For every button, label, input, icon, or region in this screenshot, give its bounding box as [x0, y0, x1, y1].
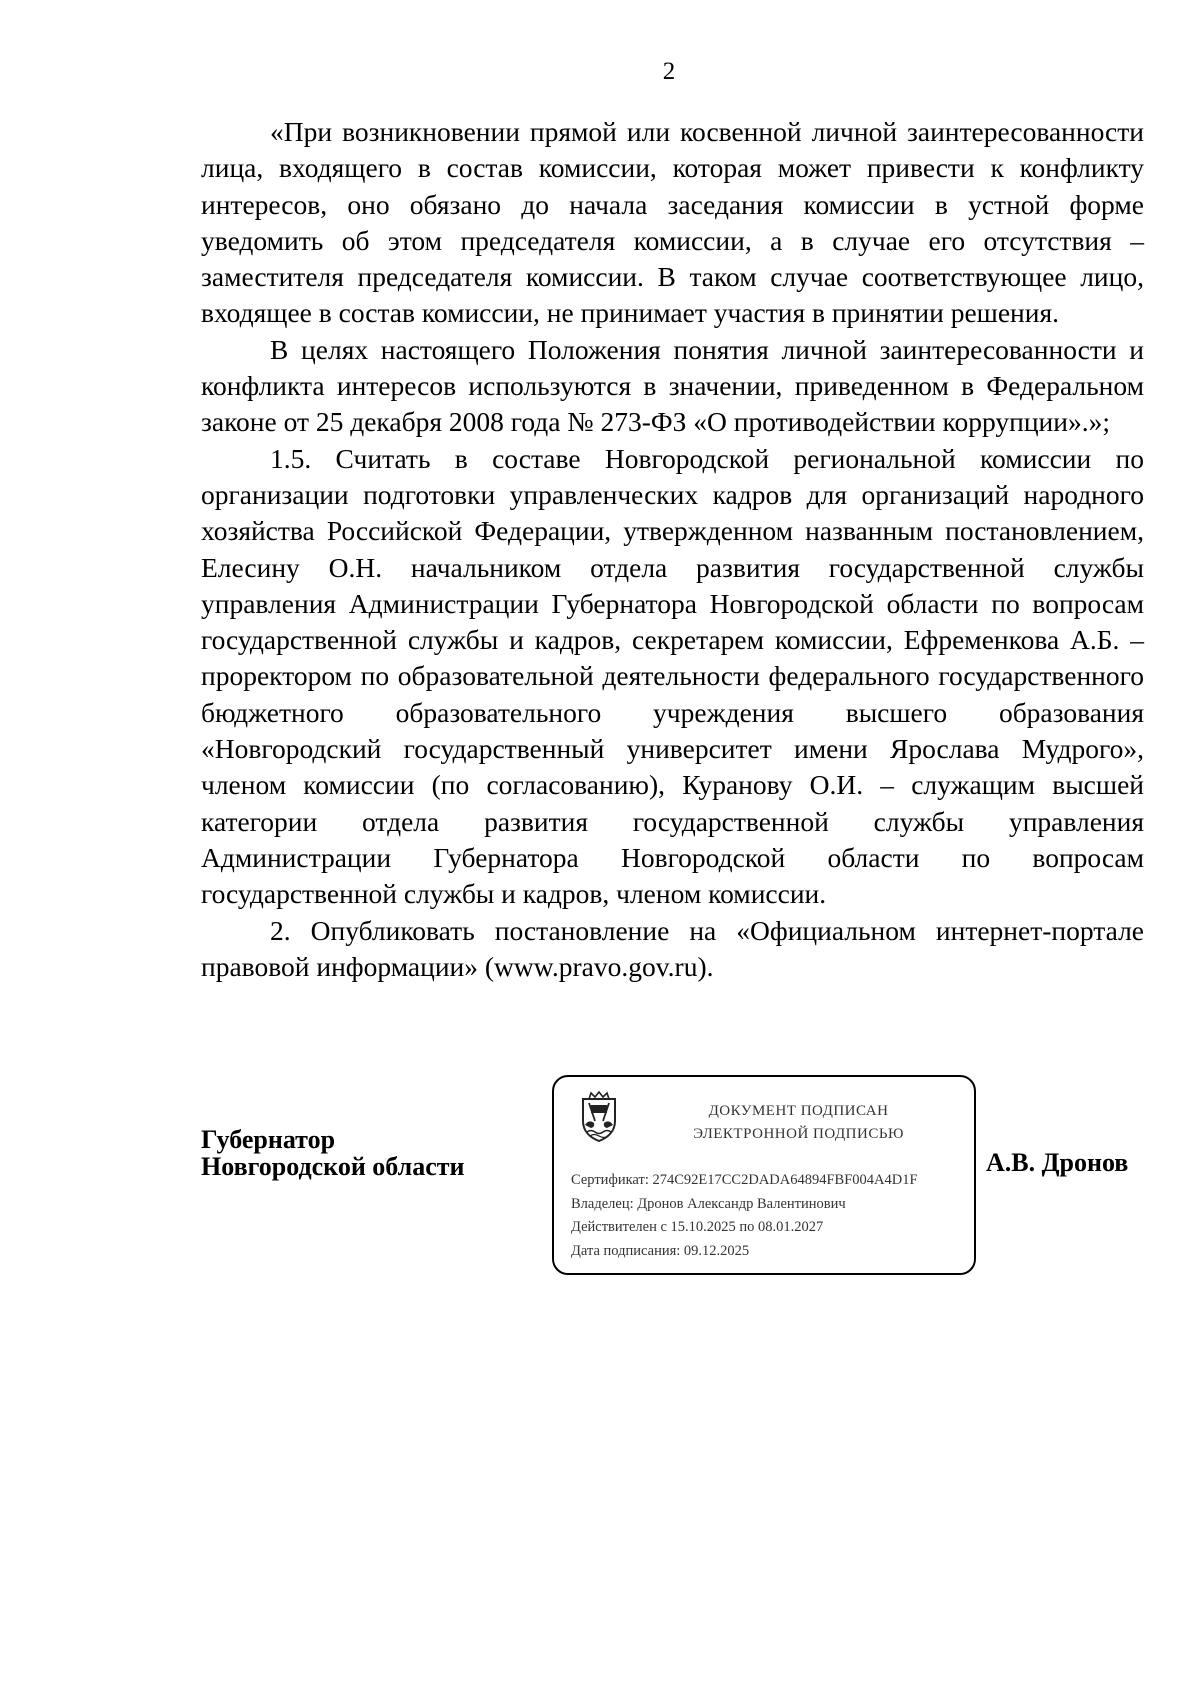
stamp-header-line1: ДОКУМЕНТ ПОДПИСАН: [708, 1103, 889, 1119]
paragraph-definitions: В целях настоящего Положения понятия личной заинтересованности и конфликта интересов используются в значении, приведенном в Федеральном законе от 25 декабря 2008 года № 273-ФЗ «О противодействии коррупции».»;: [201, 333, 1144, 438]
coat-of-arms-icon: [577, 1091, 621, 1143]
signatory-title: [201, 1126, 465, 1180]
stamp-certificate: Сертификат: 274C92E17CC2DADA64894FBF004A4D1F: [571, 1172, 918, 1188]
stamp-header-line2: ЭЛЕКТРОННОЙ ПОДПИСЬЮ: [693, 1126, 904, 1142]
page-number: 2: [662, 58, 676, 85]
stamp-validity: Действителен с 15.10.2025 по 08.01.2027: [571, 1219, 824, 1235]
paragraph-conflict-of-interest: «При возникновении прямой или косвенной личной заинтересованности лица, входящего в состав комиссии, которая может привести к конфликту интересов, оно обязано до начала заседания комиссии в устной форме уведомить об этом председателя комиссии, а в случае его отсутствия – заместителя председателя комиссии. В таком случае соответствующее лицо, входящее в состав комиссии, не принимает участия в принятии решения.: [201, 116, 1144, 329]
signatory-name: А.В. Дронов: [986, 1148, 1129, 1177]
stamp-signed-date: Дата подписания: 09.12.2025: [571, 1242, 750, 1259]
stamp-owner: Владелец: Дронов Александр Валентинович: [571, 1195, 846, 1212]
stamp-details: [571, 1169, 918, 1263]
paragraph-commission-composition: 1.5. Считать в составе Новгородской региональной комиссии по организации подготовки управленческих кадров для организаций народного хозяйства Российской Федерации, утвержденном названным постановлением, Елесину О.Н. начальником отдела развития государственной службы управления Администрации Губернатора Новгородской области по вопросам государственной службы и кадров, секретарем комиссии, Ефременкова А.Б. – проректором по образовательной деятельности федерального государственного бюджетного образовательного учреждения высшего образования «Новгородский государственный университет имени Ярослава Мудрого», членом комиссии (по согласованию), Куранову О.И. – служащим высшей категории отдела развития государственной службы управления Администрации Губернатора Новгородской области по вопросам государственной службы и кадров, членом комиссии.: [201, 442, 1144, 910]
signatory-title-line2: Новгородской области: [201, 1152, 465, 1181]
signatory-title-line1: Губернатор: [201, 1125, 336, 1154]
document-body: [201, 114, 1144, 985]
electronic-signature-stamp: [552, 1075, 976, 1275]
paragraph-publication: 2. Опубликовать постановление на «Официальном интернет-портале правовой информации» (www.pravo.gov.ru).: [201, 914, 1144, 982]
stamp-header: [636, 1100, 961, 1146]
